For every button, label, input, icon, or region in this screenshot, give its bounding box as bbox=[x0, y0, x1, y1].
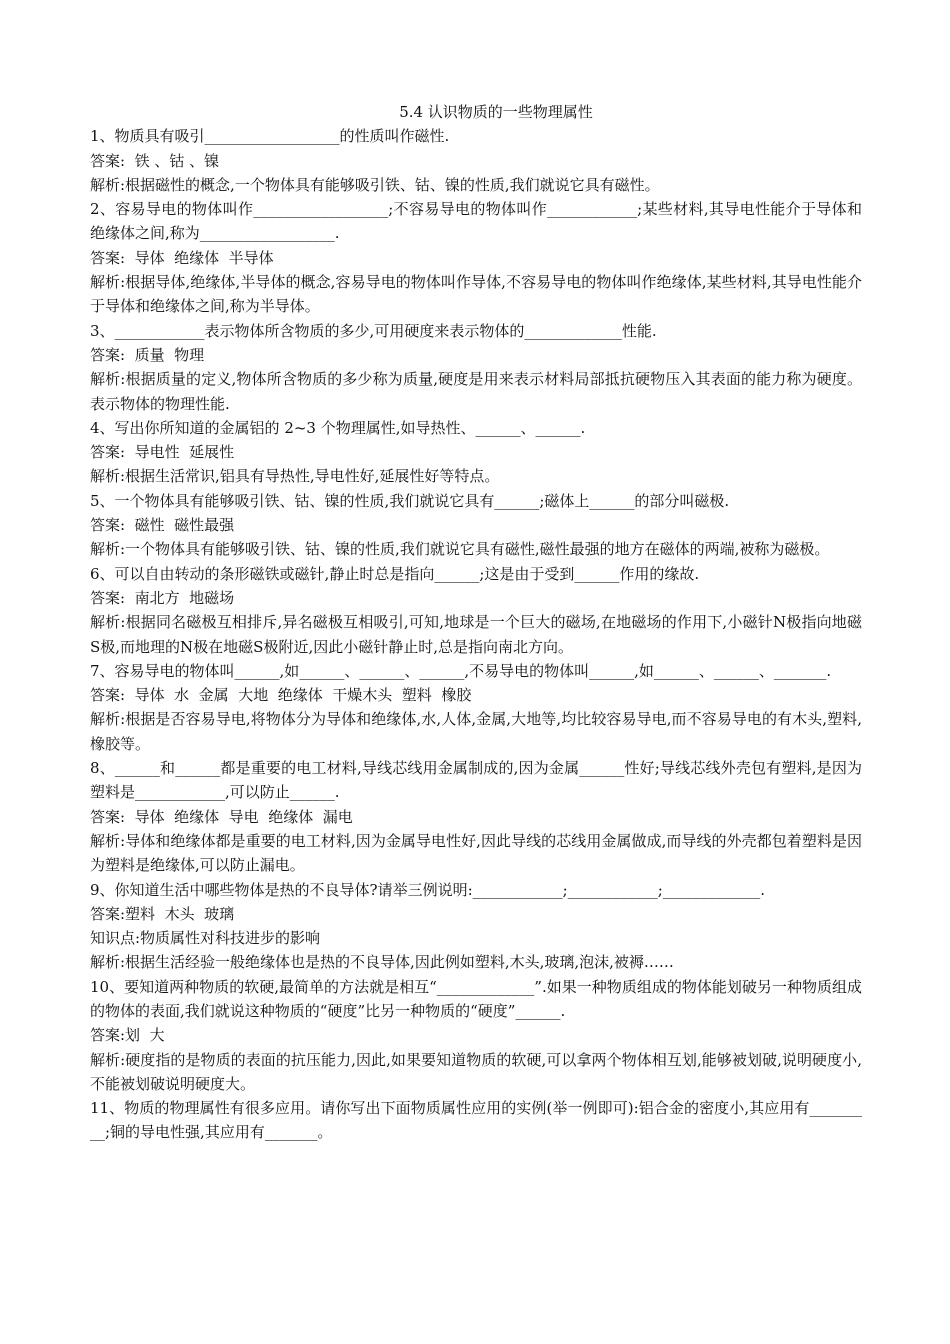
question-text: 2、容易导电的物体叫作__________________;不容易导电的物体叫作____________;某些材料,其导电性能介于导体和绝缘体之间,称为__________________. bbox=[90, 200, 862, 243]
question-text: 4、写出你所知道的金属铝的 2~3 个物理属性,如导热性、______、______. bbox=[90, 418, 586, 437]
question-text: 11、物质的物理属性有很多应用。请你写出下面物质属性应用的实例(举一例即可):铝合金的密度小,其应用有_________;铜的导电性强,其应用有_______。 bbox=[90, 1099, 862, 1142]
explanation-text: 解析:根据同名磁极互相排斥,异名磁极互相吸引,可知,地球是一个巨大的磁场,在地磁场的作用下,小磁针N极指向地磁S极,而地理的N极在地磁S极附近,因此小磁针静止时,总是指向南北方向。 bbox=[90, 613, 862, 656]
question-text: 8、______和______都是重要的电工材料,导线芯线用金属制成的,因为金属______性好;导线芯线外壳包有塑料,是因为塑料是____________,可以防止______. bbox=[90, 759, 862, 802]
answer-text: 答案: 铁 、钴 、镍 bbox=[90, 151, 220, 170]
answer-text: 答案: 导电性 延展性 bbox=[90, 443, 235, 462]
explanation-text: 解析:根据是否容易导电,将物体分为导体和绝缘体,水,人体,金属,大地等,均比较容易导电,而不容易导电的有木头,塑料,橡胶等。 bbox=[90, 710, 862, 753]
explanation-text: 解析:硬度指的是物质的表面的抗压能力,因此,如果要知道物质的软硬,可以拿两个物体相互划,能够被划破,说明硬度小,不能被划破说明硬度大。 bbox=[90, 1050, 862, 1093]
question-text: 9、你知道生活中哪些物体是热的不良导体?请举三例说明:____________;____________;_____________. bbox=[90, 880, 766, 899]
question-text: 7、容易导电的物体叫______,如______、______、______,不易导电的物体叫______,如______、______、_______. bbox=[90, 661, 832, 680]
explanation-text: 解析:根据质量的定义,物体所含物质的多少称为质量,硬度是用来表示材料局部抵抗硬物压入其表面的能力称为硬度。表示物体的物理性能. bbox=[90, 370, 862, 413]
answer-text: 答案: 导体 绝缘体 导电 绝缘体 漏电 bbox=[90, 807, 353, 826]
explanation-text: 解析:根据生活常识,铝具有导热性,导电性好,延展性好等特点。 bbox=[90, 467, 500, 486]
explanation-text: 解析:一个物体具有能够吸引铁、钴、镍的性质,我们就说它具有磁性,磁性最强的地方在磁体的两端,被称为磁极。 bbox=[90, 540, 830, 559]
explanation-text: 解析:根据磁性的概念,一个物体具有能够吸引铁、钴、镍的性质,我们就说它具有磁性。 bbox=[90, 175, 660, 194]
answer-text: 答案:塑料 木头 玻璃 bbox=[90, 904, 235, 923]
question-text: 5、一个物体具有能够吸引铁、钴、镍的性质,我们就说它具有______;磁体上______的部分叫磁极. bbox=[90, 491, 730, 510]
answer-text: 答案: 南北方 地磁场 bbox=[90, 588, 235, 607]
explanation-text: 解析:根据生活经验一般绝缘体也是热的不良导体,因此例如塑料,木头,玻璃,泡沫,被褥…… bbox=[90, 953, 674, 972]
explanation-text: 解析:根据导体,绝缘体,半导体的概念,容易导电的物体叫作导体,不容易导电的物体叫作绝缘体,某些材料,其导电性能介于导体和绝缘体之间,称为半导体。 bbox=[90, 273, 862, 316]
page-title: 5.4 认识物质的一些物理属性 bbox=[399, 103, 593, 121]
question-text: 1、物质具有吸引__________________的性质叫作磁性. bbox=[90, 127, 450, 146]
question-text: 3、____________表示物体所含物质的多少,可用硬度来表示物体的_____________性能. bbox=[90, 321, 657, 340]
answer-text: 答案: 导体 水 金属 大地 绝缘体 干燥木头 塑料 橡胶 bbox=[90, 686, 472, 705]
answer-text: 答案:划 大 bbox=[90, 1026, 165, 1045]
question-text: 10、要知道两种物质的软硬,最简单的方法就是相互“_____________”.如果一种物质组成的物体能划破另一种物质组成的物体的表面,我们就说这种物质的“硬度”比另一种物质的“硬度”______. bbox=[90, 977, 862, 1020]
document-body bbox=[90, 124, 862, 1144]
question-text: 6、可以自由转动的条形磁铁或磁针,静止时总是指向______;这是由于受到______作用的缘故. bbox=[90, 564, 700, 583]
answer-text: 答案: 导体 绝缘体 半导体 bbox=[90, 248, 274, 267]
knowledge-point-text: 知识点:物质属性对科技进步的影响 bbox=[90, 929, 321, 948]
answer-text: 答案: 磁性 磁性最强 bbox=[90, 516, 235, 535]
answer-text: 答案: 质量 物理 bbox=[90, 345, 205, 364]
explanation-text: 解析:导体和绝缘体都是重要的电工材料,因为金属导电性好,因此导线的芯线用金属做成,而导线的外壳都包着塑料是因为塑料是绝缘体,可以防止漏电。 bbox=[90, 831, 862, 875]
document-page bbox=[90, 100, 862, 1145]
